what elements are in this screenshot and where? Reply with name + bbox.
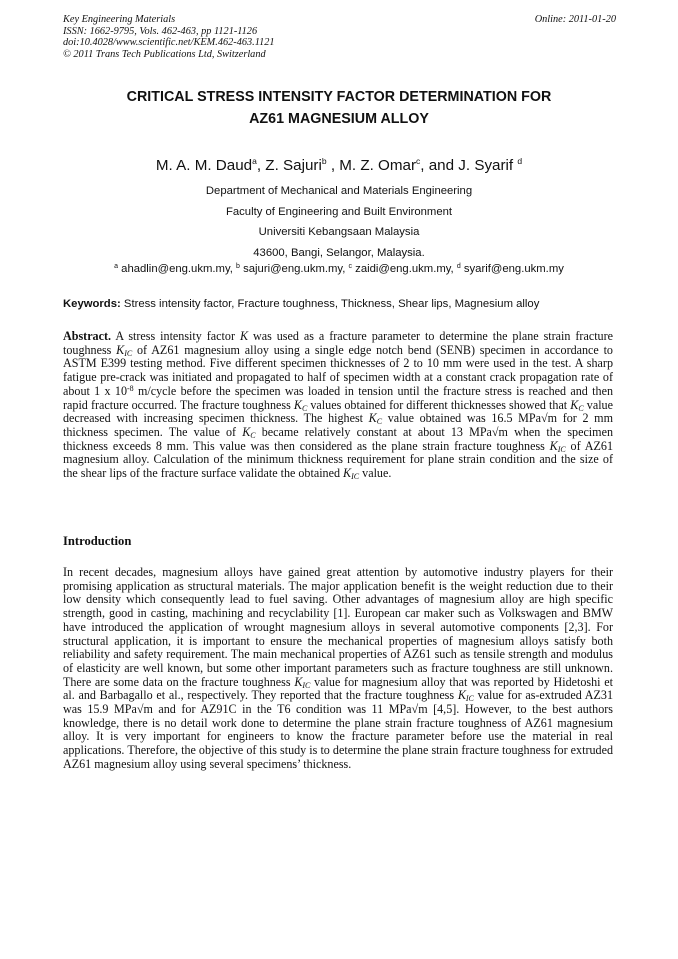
author-1-sup: a — [252, 156, 257, 166]
affiliation-university: Universiti Kebangsaan Malaysia — [258, 226, 420, 238]
abstract-label: Abstract. — [63, 329, 112, 343]
email-a-sup: a — [114, 263, 119, 270]
email-a: ahadlin@eng.ukm.my, — [118, 263, 237, 275]
symbol-k: K — [570, 397, 579, 412]
intro-text: value for as-extruded AZ31 was 15.9 MPa√m and for AZ91C in the T6 condition was 11 MPa√m [4,5]. However, to the best authors knowledge, there is no detail work done to determine the plane strain fracture toughness of AZ61 magnesium alloy. It is very important for engineers to know the fracture parameter before use the material in real applications. Therefore, the objective of this study is to determine the plane strain fracture toughness for extruded AZ61 magnesium alloy using several specimens’ thickness. — [63, 688, 613, 771]
intro-text: In recent decades, magnesium alloys have gained great attention by automotive industry players for their promising application as structural materials. The major application benefit is the weight reduction due to their low density which consequently lead to fuel saving. Other advantages of magnesium alloy are high specific strength, good in casting, machining and recyclability [1]. European car maker such as Volkswagen and BMW have introduced the application of wrought magnesium alloys in several automotive components [2,3]. For structural application, it is important to ensure the mechanical properties of magnesium alloys satisfy both reliability and safety requirement. The main mechanical properties of AZ61 such as tensile strength and modulus of elasticity are well known, but some other important parameters such as fracture toughness are still unknown. There are some data on the fracture toughness — [63, 565, 613, 689]
abstract-text: value. — [359, 466, 392, 481]
keywords-text: Stress intensity factor, Fracture toughness, Thickness, Shear lips, Magnesium alloy — [120, 298, 540, 310]
symbol-k: K — [549, 438, 558, 453]
affiliation-faculty: Faculty of Engineering and Built Environment — [225, 205, 453, 218]
author-1: M. A. M. Daud — [155, 157, 253, 174]
journal-name: Key Engineering Materials — [63, 14, 176, 25]
keywords-label: Keywords: — [63, 298, 121, 310]
journal-header — [63, 14, 275, 60]
abstract-paragraph — [63, 330, 613, 481]
abstract-text: of AZ61 magnesium alloy. Calculation of the minimum thickness requirement for plane strain condition and the size of the shear lips of the fracture surface validate the obtained — [63, 438, 613, 481]
keywords — [63, 297, 539, 312]
subscript-ic: IC — [351, 472, 360, 482]
subscript-ic: IC — [124, 348, 133, 358]
abstract-text: values obtained for different thicknesses showed that — [307, 397, 571, 412]
abstract-text: was used as a fracture parameter to determine the plane strain fracture toughness — [63, 329, 613, 357]
symbol-k: K — [343, 466, 352, 481]
author-emails — [0, 262, 678, 277]
symbol-k: K — [242, 424, 251, 439]
author-list — [0, 156, 678, 176]
author-4-sup: d — [517, 156, 523, 166]
abstract-text: became relatively constant at about 13 MPa√m when the specimen thickness exceeds 8 mm. This value was then considered as the plane strain fracture toughness — [63, 424, 613, 453]
author-2-sup: b — [321, 156, 327, 166]
symbol-k: K — [239, 329, 249, 343]
subscript-ic: IC — [302, 680, 311, 690]
email-c: zaidi@eng.ukm.my, — [352, 263, 457, 275]
intro-text: value for magnesium alloy that was reported by Hidetoshi et al. and Barbagallo et al., respectively. They reported that the fracture toughness — [63, 674, 613, 703]
subscript-c: C — [376, 417, 383, 427]
section-heading-introduction: Introduction — [63, 534, 132, 548]
symbol-k: K — [293, 397, 302, 412]
subscript-c: C — [250, 430, 256, 440]
copyright-line: © 2011 Trans Tech Publications Ltd, Switzerland — [63, 48, 266, 60]
exponent: -8 — [127, 383, 134, 393]
email-b-sup: b — [236, 263, 240, 270]
abstract-text: A stress intensity factor — [111, 329, 240, 343]
subscript-ic: IC — [465, 694, 474, 704]
subscript-c: C — [578, 403, 584, 413]
online-date: Online: 2011-01-20 — [534, 14, 616, 25]
abstract — [63, 330, 613, 481]
title-line-1: CRITICAL STRESS INTENSITY FACTOR DETERMINATION FOR — [126, 89, 552, 105]
paper-title — [40, 86, 638, 130]
author-2: , Z. Sajuri — [256, 157, 322, 174]
abstract-text: value decreased with increasing specimen thickness. The highest — [63, 397, 613, 426]
affiliation-address: 43600, Bangi, Selangor, Malaysia. — [253, 246, 425, 259]
issn-line: ISSN: 1662-9795, Vols. 462-463, pp 1121-1126 — [63, 25, 258, 37]
doi-line: doi:10.4028/www.scientific.net/KEM.462-463.1121 — [63, 37, 275, 49]
subscript-c: C — [301, 403, 308, 413]
abstract-text: m/cycle before the specimen was loaded in tension until the fracture stress is reached and then rapid fracture occurred. The fracture toughness — [63, 383, 613, 412]
email-c-sup: c — [348, 263, 353, 270]
symbol-k: K — [457, 688, 466, 703]
affiliation-department: Department of Mechanical and Materials Engineering — [205, 185, 473, 197]
symbol-k: K — [368, 411, 377, 426]
abstract-text: value obtained was 16.5 MPa√m for 2 mm thickness specimen. The value of — [63, 411, 613, 439]
email-d: syarif@eng.ukm.my — [460, 263, 564, 275]
symbol-k: K — [294, 674, 303, 689]
title-line-2: AZ61 MAGNESIUM ALLOY — [249, 111, 429, 127]
email-d-sup: d — [456, 263, 461, 270]
author-4: , and J. Syarif — [420, 157, 518, 174]
abstract-text: of AZ61 magnesium alloy using a single edge notch bend (SENB) specimen in accordance to ASTM E399 testing method. Five different specimen thicknesses of 2 to 10 mm were used in the test. A sharp fatigue pre-crack was initiated and propagated to half of specimen width at a constant crack propagation rate of about 1 x 10 — [63, 342, 613, 398]
symbol-k: K — [116, 342, 125, 357]
affiliation — [0, 181, 678, 263]
email-b: sajuri@eng.ukm.my, — [239, 263, 349, 275]
introduction-body — [63, 566, 613, 772]
introduction-paragraph — [63, 566, 613, 772]
author-3: , M. Z. Omar — [326, 157, 417, 174]
subscript-ic: IC — [557, 444, 566, 454]
author-3-sup: c — [416, 156, 421, 166]
